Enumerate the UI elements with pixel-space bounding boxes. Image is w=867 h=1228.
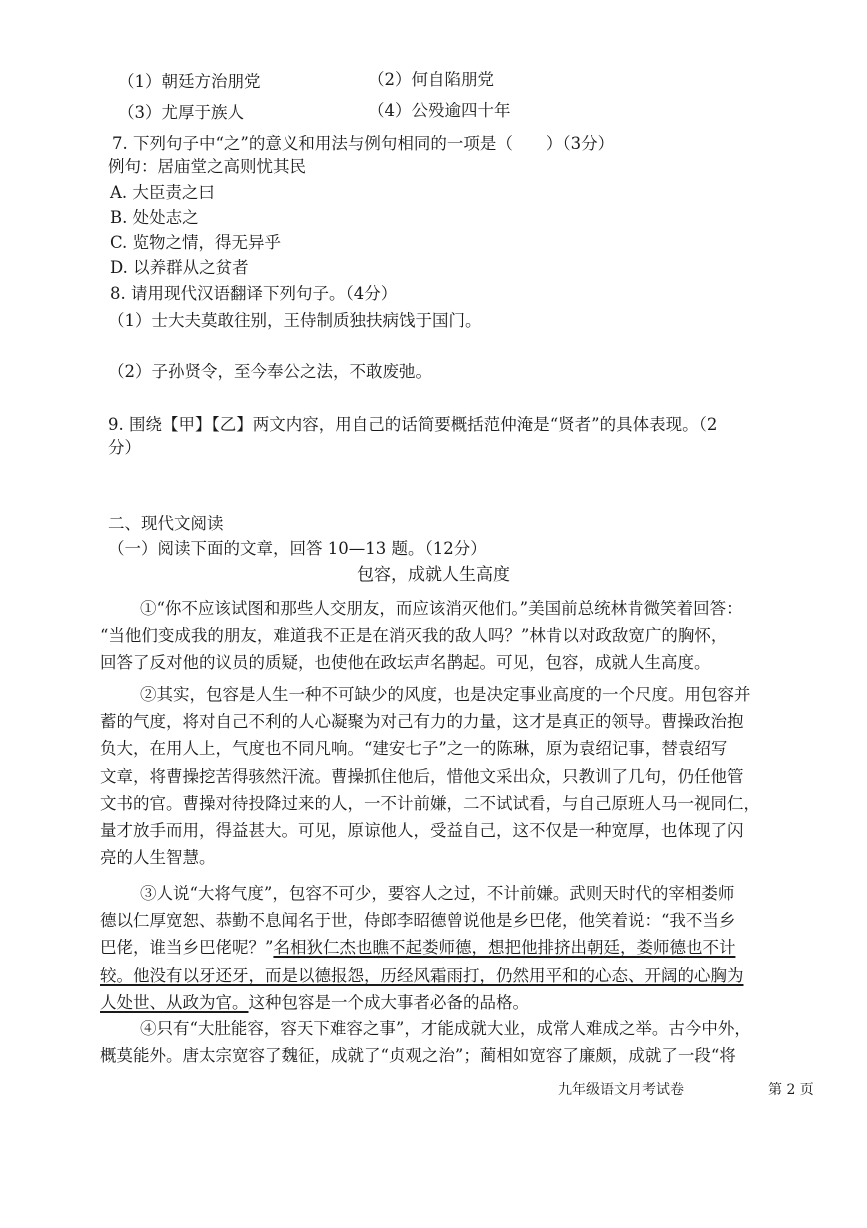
article-title: 包容，成就人生高度 bbox=[357, 565, 510, 585]
q7-choice-b: B. 处处志之 bbox=[110, 208, 199, 227]
paragraph-2-line: 负大，在用人上，气度也不同凡响。“建安七子”之一的陈琳，原为袁绍记事，替袁绍写 bbox=[100, 739, 728, 758]
q7-choice-a: A. 大臣责之曰 bbox=[110, 183, 215, 202]
paragraph-4-line: 概莫能外。唐太宗宽容了魏征，成就了“贞观之治”；蔺相如宽容了廉颇，成就了一段“将 bbox=[100, 1046, 736, 1065]
q8-item-2: （2）子孙贤令，至今奉公之法，不敢废弛。 bbox=[108, 362, 432, 381]
q9-stem-cont: 分） bbox=[108, 438, 141, 457]
option-3: （3）尤厚于族人 bbox=[118, 103, 244, 122]
paragraph-2-line: 亮的人生智慧。 bbox=[100, 848, 216, 867]
paragraph-2-line: 量才放手而用，得益甚大。可见，原谅他人，受益自己，这不仅是一种宽厚，也体现了闪 bbox=[100, 821, 744, 840]
q7-example: 例句：居庙堂之高则忧其民 bbox=[108, 157, 306, 176]
paragraph-3-line: 巴佬，谁当乡巴佬呢？”名相狄仁杰也瞧不起娄师德，想把他排挤出朝廷，娄师德也不计 bbox=[100, 938, 736, 957]
paragraph-3-line: ③人说“大将气度”，包容不可少，要容人之过，不计前嫌。武则天时代的宰相娄师 bbox=[140, 884, 735, 903]
q7-choice-d: D. 以养群从之贫者 bbox=[110, 258, 249, 277]
section-heading: 二、现代文阅读 bbox=[108, 514, 224, 533]
paragraph-2-line: 文书的官。曹操对待投降过来的人，一不计前嫌，二不试试看，与自己原班人马一视同仁， bbox=[100, 794, 760, 813]
underlined-passage: 人处世、从政为官。 bbox=[100, 993, 249, 1012]
underlined-passage: 较。他没有以牙还牙，而是以德报怨，历经风霜雨打，仍然用平和的心态、开阔的心胸为 bbox=[100, 966, 744, 985]
page-number: 第 2 页 bbox=[768, 1082, 814, 1098]
paragraph-2-line: 文章，将曹操挖苦得骇然汗流。曹操抓住他后，惜他文采出众，只教训了几句，仍任他管 bbox=[100, 767, 744, 786]
paragraph-2-line: 蓄的气度，将对自己不利的人心凝聚为对己有力的力量，这才是真正的领导。曹操政治抱 bbox=[100, 712, 744, 731]
option-1: （1）朝廷方治朋党 bbox=[118, 72, 261, 91]
paragraph-4-line: ④只有“大肚能容，容天下难容之事”，才能成就大业，成常人难成之举。古今中外， bbox=[140, 1019, 751, 1038]
option-2: （2）何自陷朋党 bbox=[368, 70, 494, 89]
underlined-passage: 名相狄仁杰也瞧不起娄师德，想把他排挤出朝廷，娄师德也不计 bbox=[273, 938, 736, 957]
q9-stem: 9. 围绕【甲】【乙】两文内容，用自己的话简要概括范仲淹是“贤者”的具体表现。（2 bbox=[108, 415, 718, 434]
paragraph-3-line: 人处世、从政为官。这种包容是一个成大事者必备的品格。 bbox=[100, 993, 529, 1012]
q7-choice-c: C. 览物之情，得无异乎 bbox=[110, 233, 282, 252]
paragraph-2-line: ②其实，包容是人生一种不可缺少的风度，也是决定事业高度的一个尺度。用包容并 bbox=[140, 685, 751, 704]
paragraph-1-line: ①“你不应该试图和那些人交朋友，而应该消灭他们。”美国前总统林肯微笑着回答： bbox=[140, 599, 743, 618]
q8-stem: 8. 请用现代汉语翻译下列句子。（4分） bbox=[110, 284, 398, 303]
q7-stem: 7. 下列句子中“之”的意义和用法与例句相同的一项是（ ）（3分） bbox=[112, 134, 615, 153]
section-subheading: （一）阅读下面的文章，回答 10—13 题。（12分） bbox=[108, 539, 487, 558]
paragraph-1-line: 回答了反对他的议员的质疑，也使他在政坛声名鹊起。可见，包容，成就人生高度。 bbox=[100, 653, 711, 672]
option-4: （4）公殁逾四十年 bbox=[368, 101, 511, 120]
paragraph-3-line: 德以仁厚宽恕、恭勤不息闻名于世，侍郎李昭德曾说他是乡巴佬，他笑着说：“我不当乡 bbox=[100, 911, 736, 930]
exam-name: 九年级语文月考试卷 bbox=[558, 1082, 684, 1098]
q8-item-1: （1）士大夫莫敢往别，王侍制质独扶病饯于国门。 bbox=[108, 311, 482, 330]
paragraph-1-line: “当他们变成我的朋友，难道我不正是在消灭我的敌人吗？”林肯以对政敌宽广的胸怀， bbox=[100, 626, 728, 645]
